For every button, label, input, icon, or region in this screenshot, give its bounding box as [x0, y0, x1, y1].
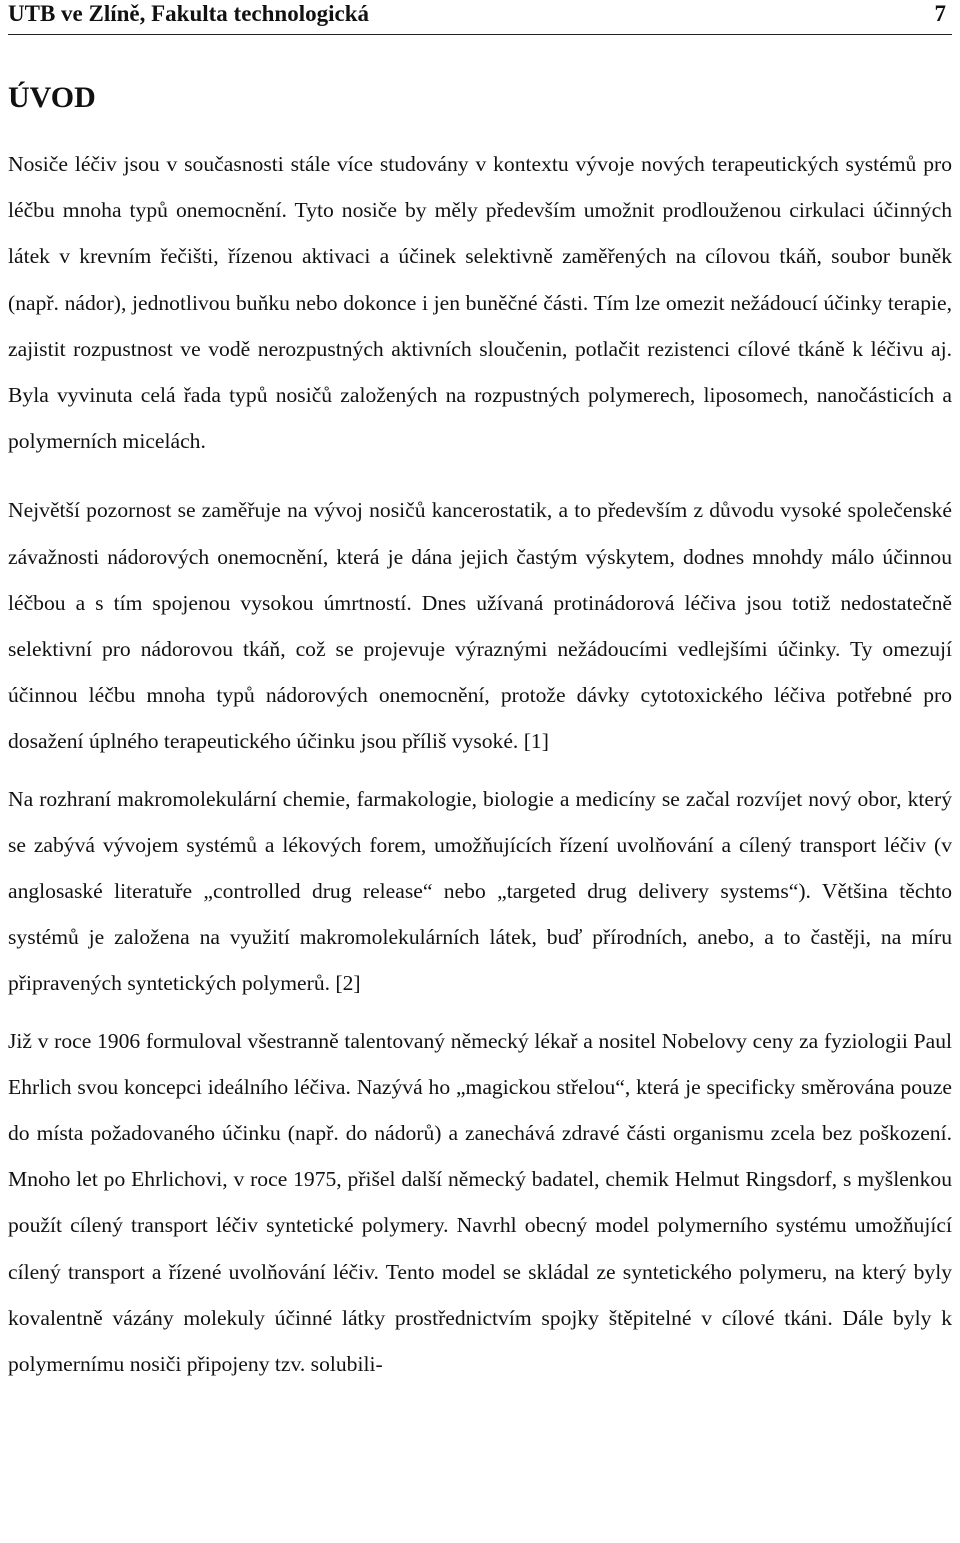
header-page-number: 7	[934, 1, 946, 26]
paragraph-4: Již v roce 1906 formuloval všestranně talentovaný německý lékař a nositel Nobelovy ceny za fyziologii Paul Ehrlich svou koncepci ideálního léčiva. Nazývá ho „magickou střelou“, která je specificky směrována pouze do místa požadovaného účinku (např. do nádorů) a zanechává zdravé části organismu zcela bez poškození. Mnoho let po Ehrlichovi, v roce 1975, přišel další německý badatel, chemik Helmut Ringsdorf, s myšlenkou použít cílený transport léčiv syntetické polymery. Navrhl obecný model polymerního systému umožňující cílený transport a řízené uvolňování léčiv. Tento model se skládal ze syntetického polymeru, na který byly kovalentně vázány molekuly účinné látky prostřednictvím spojky štěpitelné v cílové tkáni. Dále byly k polymernímu nosiči připojeny tzv. solubili-	[8, 1028, 952, 1377]
section-title: ÚVOD	[8, 81, 96, 114]
header-institution: UTB ve Zlíně, Fakulta technologická	[8, 1, 369, 26]
paragraph-1: Nosiče léčiv jsou v současnosti stále více studovány v kontextu vývoje nových terapeutických systémů pro léčbu mnoha typů onemocnění. Tyto nosiče by měly především umožnit prodlouženou cirkulaci účinných látek v krevním řečišti, řízenou aktivaci a účinek selektivně zaměřených na cílovou tkáň, soubor buněk (např. nádor), jednotlivou buňku nebo dokonce i jen buněčné části. Tím lze omezit nežádoucí účinky terapie, zajistit rozpustnost ve vodě nerozpustných aktivních sloučenin, potlačit rezistenci cílové tkáně k léčivu aj. Byla vyvinuta celá řada typů nosičů založených na rozpustných polymerech, liposomech, nanočásticích a polymerních micelách.	[8, 152, 952, 454]
body-text	[8, 141, 952, 1387]
running-header	[8, 0, 952, 35]
paragraph-2: Největší pozornost se zaměřuje na vývoj nosičů kancerostatik, a to především z důvodu vysoké společenské závažnosti nádorových onemocnění, která je dána jejich častým výskytem, dodnes mnohdy málo účinnou léčbou a s tím spojenou vysokou úmrtností. Dnes užívaná protinádorová léčiva jsou totiž nedostatečně selektivní pro nádorovou tkáň, což se projevuje výraznými nežádoucími vedlejšími účinky. Ty omezují účinnou léčbu mnoha typů nádorových onemocnění, protože dávky cytotoxického léčiva potřebné pro dosažení úplného terapeutického účinku jsou příliš vysoké. [1]	[8, 498, 952, 754]
paragraph-3: Na rozhraní makromolekulární chemie, farmakologie, biologie a medicíny se začal rozvíjet nový obor, který se zabývá vývojem systémů a lékových forem, umožňujících řízení uvolňování a cílený transport léčiv (v anglosaské literatuře „controlled drug release“ nebo „targeted drug delivery systems“). Většina těchto systémů je založena na využití makromolekulárních látek, buď přírodních, anebo, a to častěji, na míru připravených syntetických polymerů. [2]	[8, 786, 952, 996]
